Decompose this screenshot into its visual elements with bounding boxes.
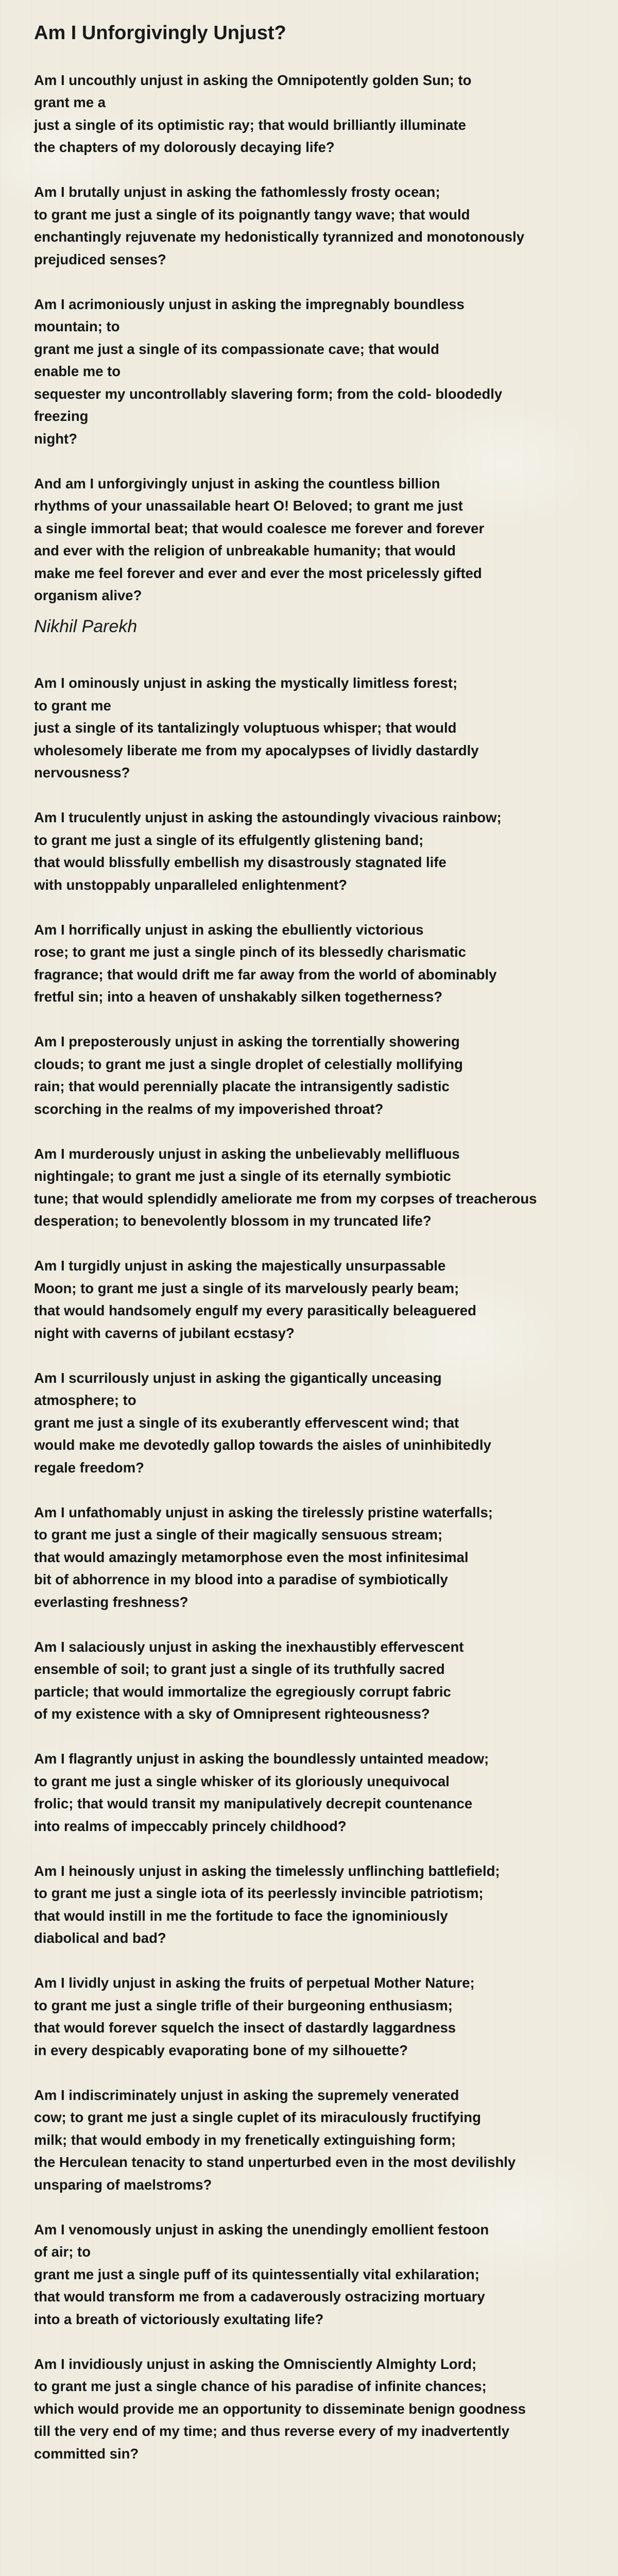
- stanza-divider: [34, 1008, 604, 1031]
- stanza: Am I turgidly unjust in asking the majestically unsurpassable Moon; to grant me just a single of its marvelously pearly beam; that would handsomely engulf my every parasitically beleaguered night with caverns of jubilant ecstasy?: [34, 1258, 476, 1341]
- stanza-divider: [34, 1613, 604, 1636]
- stanza-divider: [34, 1479, 604, 1501]
- stanza-divider: [34, 2061, 604, 2084]
- stanza-divider: [34, 2196, 604, 2218]
- stanza: Am I invidiously unjust in asking the Omnisciently Almighty Lord; to grant me just a single chance of his paradise of infinite chances; which would provide me an opportunity to disseminate benign goodness till the very end of my time; and thus reverse every of my inadvertently committed sin?: [34, 2355, 526, 2462]
- stanza-divider: [34, 896, 604, 919]
- stanza: Am I acrimoniously unjust in asking the impregnably boundless mountain; to grant me just a single of its compassionate cave; that would enable me to sequester my uncontrollably slavering form; from the cold- bloodedly freezing night?: [34, 296, 503, 447]
- stanza-divider: [34, 1120, 604, 1143]
- stanza: Am I flagrantly unjust in asking the boundlessly untainted meadow; to grant me just a single whisker of its gloriously unequivocal frolic; that would transit my manipulatively decrepit countenance into realms of impeccably princely childhood?: [34, 1751, 489, 1834]
- stanza-divider: [34, 1232, 604, 1255]
- poem-body-part-1: [34, 69, 604, 607]
- stanza: Am I uncouthly unjust in asking the Omnipotently golden Sun; to grant me a just a single of its optimistic ray; that would brilliantly illuminate the chapters of my dolorously decaying life?: [34, 72, 472, 156]
- stanza: Am I indiscriminately unjust in asking the supremely venerated cow; to grant me just a single cuplet of its miraculously fructifying milk; that would embody in my frenetically extinguishing form; the Herculean tenacity to stand unperturbed even in the most devilishly unsparing of maelstroms?: [34, 2087, 516, 2193]
- stanza-divider: [34, 270, 604, 293]
- stanza: And am I unforgivingly unjust in asking the countless billion rhythms of your unassailable heart O! Beloved; to grant me just a single immortal beat; that would coalesce me forever and forever and ever with the religion of unbreakable humanity; that would make me feel forever and ever and ever the most pricelessly gifted organism alive?: [34, 475, 485, 604]
- stanza-divider: [34, 1950, 604, 1972]
- poem-title: Am I Unforgivingly Unjust?: [34, 22, 286, 44]
- stanza: Am I preposterously unjust in asking the torrentially showering clouds; to grant me just a single droplet of celestially mollifying rain; that would perennially placate the intransigently sadistic scorching in the realms of my impoverished throat?: [34, 1033, 463, 1117]
- stanza: Am I venomously unjust in asking the unendingly emollient festoon of air; to grant me just a single puff of its quintessentially vital exhilaration; that would transform me from a cadaverously ostracizing mortuary into a breath of victoriously exultating life?: [34, 2221, 489, 2327]
- stanza-divider: [34, 1837, 604, 1860]
- stanza: Am I ominously unjust in asking the mystically limitless forest; to grant me just a single of its tantalizingly voluptuous whisper; that would wholesomely liberate me from my apocalypses of lividly dastardly nervousness?: [34, 675, 479, 781]
- stanza: Am I unfathomably unjust in asking the tirelessly pristine waterfalls; to grant me just a single of their magically sensuous stream; that would amazingly metamorphose even the most infinitesimal bit of abhorrence in my blood into a paradise of symbiotically everlasting freshness?: [34, 1504, 493, 1610]
- stanza: Am I truculently unjust in asking the astoundingly vivacious rainbow; to grant me just a single of its effulgently glistening band; that would blissfully embellish my disastrously stagnated life with unstoppably unparalleled enlightenment?: [34, 809, 502, 893]
- stanza: Am I brutally unjust in asking the fathomlessly frosty ocean; to grant me just a single of its poignantly tangy wave; that would enchantingly rejuvenate my hedonistically tyrannized and monotonously prejudiced senses?: [34, 184, 524, 267]
- stanza: Am I murderously unjust in asking the unbelievably mellifluous nightingale; to grant me just a single of its eternally symbiotic tune; that would splendidly ameliorate me from my corpses of treacherous desperation; to benevolently blossom in my truncated life?: [34, 1145, 537, 1229]
- poem-body-part-2: [34, 672, 604, 2465]
- stanza: Am I horrifically unjust in asking the ebulliently victorious rose; to grant me just a single pinch of its blessedly charismatic fragrance; that would drift me far away from the world of abominably fretful sin; into a heaven of unshakably silken togetherness?: [34, 921, 497, 1005]
- author-name: Nikhil Parekh: [34, 616, 138, 636]
- stanza-divider: [34, 2330, 604, 2353]
- stanza-divider: [34, 1725, 604, 1748]
- stanza-divider: [34, 450, 604, 472]
- stanza: Am I scurrilously unjust in asking the gigantically unceasing atmosphere; to grant me just a single of its exuberantly effervescent wind; that would make me devotedly gallop towards the aisles of uninhibitedly regale freedom?: [34, 1369, 491, 1476]
- stanza-divider: [34, 1344, 604, 1367]
- stanza-divider: [34, 784, 604, 807]
- stanza: Am I heinously unjust in asking the timelessly unflinching battlefield; to grant me just a single iota of its peerlessly invincible patriotism; that would instill in me the fortitude to face the ignominiously diabolical and bad?: [34, 1862, 500, 1946]
- stanza: Am I salaciously unjust in asking the inexhaustibly effervescent ensemble of soil; to grant just a single of its truthfully sacred particle; that would immortalize the egregiously corrupt fabric of my existence with a sky of Omnipresent righteousness?: [34, 1638, 464, 1722]
- stanza-divider: [34, 159, 604, 181]
- stanza: Am I lividly unjust in asking the fruits of perpetual Mother Nature; to grant me just a single trifle of their burgeoning enthusiasm; that would forever squelch the insect of dastardly laggardness in every despicably evaporating bone of my silhouette?: [34, 1975, 475, 2058]
